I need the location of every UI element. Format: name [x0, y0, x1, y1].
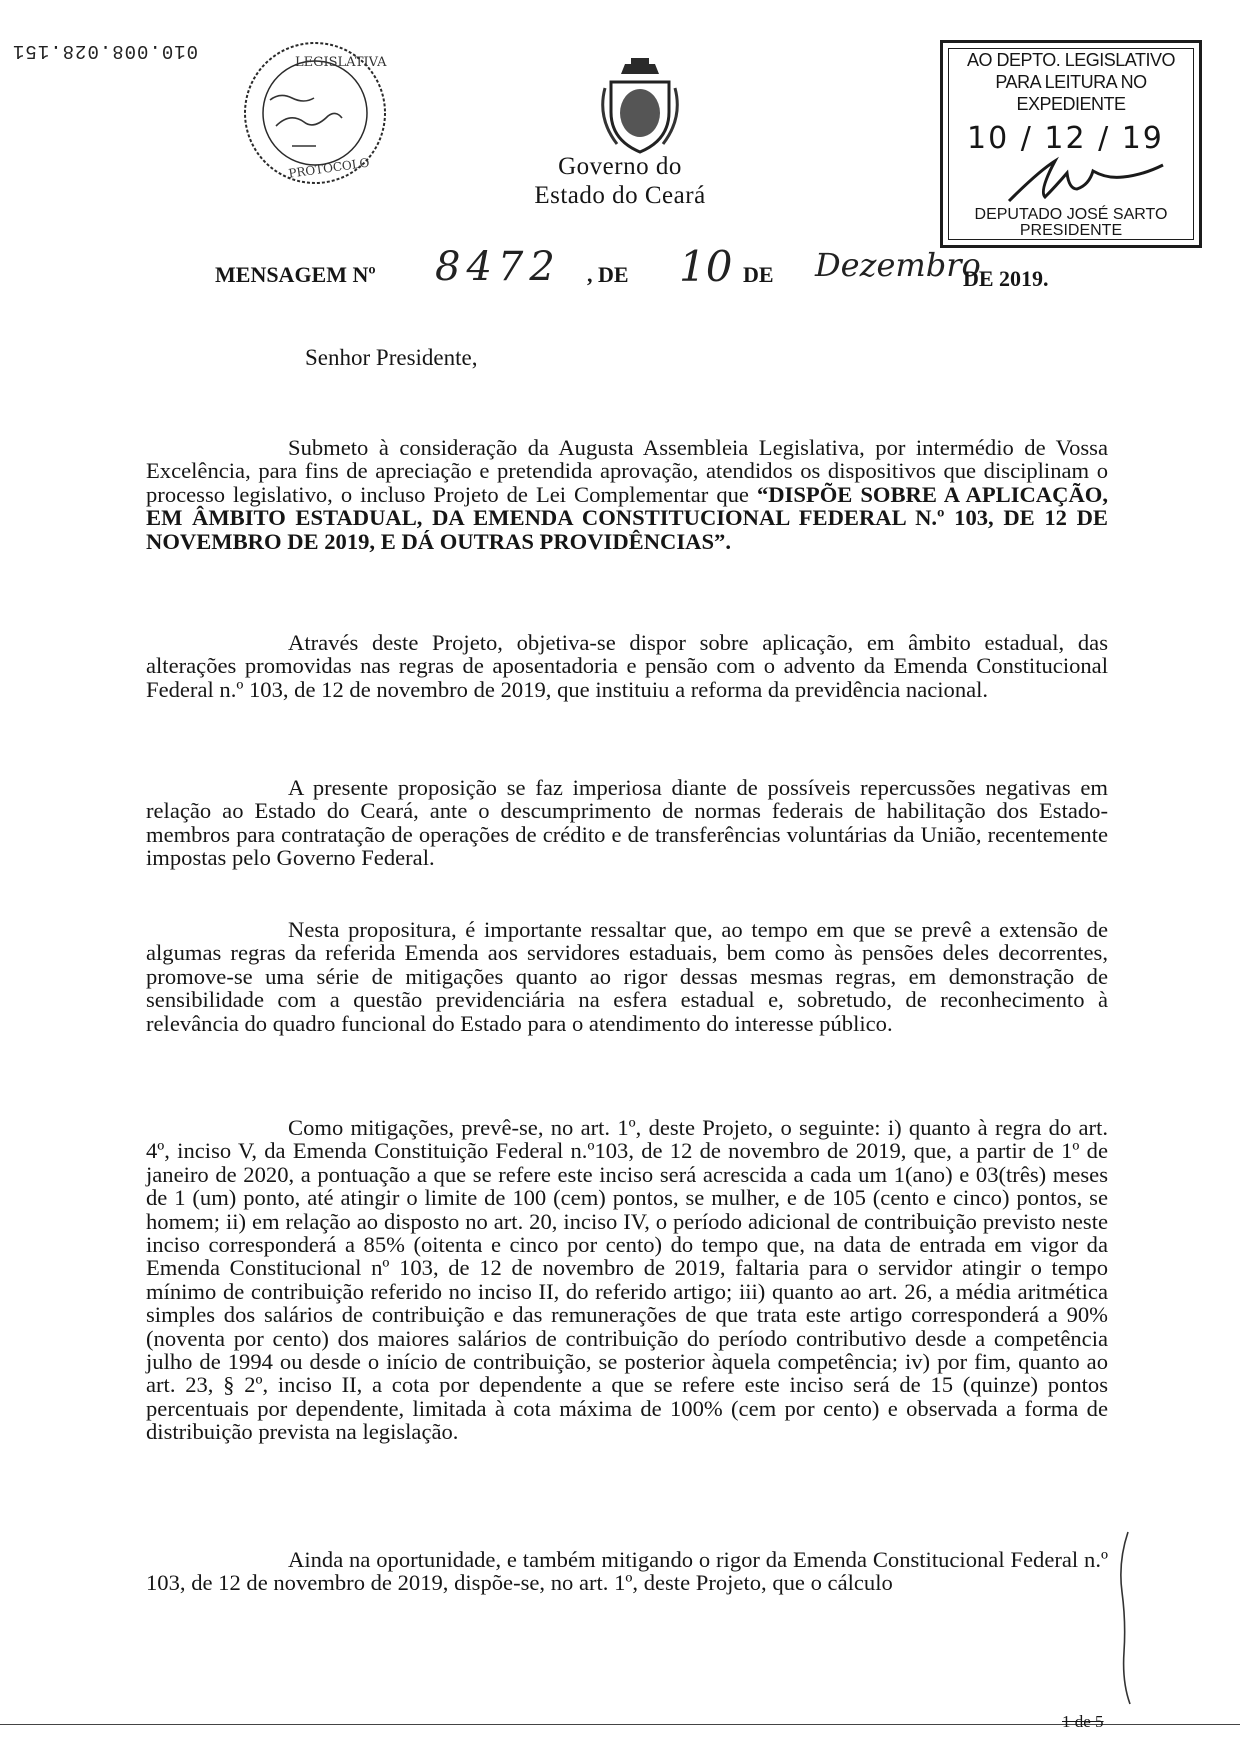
paragraph-4 — [146, 918, 1108, 1035]
legislative-stamp — [940, 40, 1202, 248]
message-number: 8472 — [435, 244, 561, 290]
paragraph-1-text: Submeto à consideração da Augusta Assembleia Legislativa, por intermédio de Vossa Excelência, para fins de apreciação e pretendida aprovação, atendidos os dispositivos que disciplinam o processo legislativo, o incluso Projeto de Lei Complementar que — [146, 435, 1108, 507]
protocol-seal — [240, 38, 390, 188]
paragraph-6-text: Ainda na oportunidade, e também mitigando o rigor da Emenda Constitucional Federal n.º 103, de 12 de novembro de 2019, dispõe-se, no art. 1º, deste Projeto, que o cálculo — [146, 1547, 1108, 1596]
paragraph-6 — [146, 1548, 1108, 1595]
svg-text:LEGISLATIVA: LEGISLATIVA — [295, 55, 387, 70]
svg-text:PROTOCOLO: PROTOCOLO — [287, 155, 371, 181]
stamp-signatory — [943, 207, 1199, 239]
protocol-code: 010.008.028.151 — [12, 40, 199, 62]
message-month: Dezembro — [815, 246, 981, 284]
paragraph-1-title: “DISPÕE SOBRE A APLICAÇÃO, EM ÂMBITO ESTADUAL, DA EMENDA CONSTITUCIONAL FEDERAL N.º 103, DE 12 DE NOVEMBRO DE 2019, E DÁ OUTRAS PROVIDÊNCIAS”. — [146, 481, 1108, 554]
paragraph-3-text: A presente proposição se faz imperiosa diante de possíveis repercussões negativas em relação ao Estado do Ceará, ante o descumprimento de normas federais de habilitação dos Estado-membros para contratação de operações de crédito e de transferências voluntárias da União, recentemente impostas pelo Governo Federal. — [146, 775, 1108, 871]
government-header — [500, 152, 740, 210]
header-line-2: Estado do Ceará — [534, 182, 706, 209]
paragraph-5 — [146, 1116, 1108, 1444]
stamp-line-1: AO DEPTO. LEGISLATIVO — [967, 50, 1175, 70]
message-de-2: DE — [743, 262, 774, 287]
header-line-1: Governo do — [558, 153, 682, 180]
stamp-heading — [943, 49, 1199, 115]
margin-mark-icon — [1110, 1530, 1140, 1710]
page-number: 1 de 5 — [1062, 1712, 1104, 1731]
coat-of-arms-icon — [595, 58, 685, 158]
message-day: 10 — [679, 242, 733, 291]
paragraph-2-text: Através deste Projeto, objetiva-se dispor sobre aplicação, em âmbito estadual, das alterações promovidas nas regras de aposentadoria e pensão com o advento da Emenda Constitucional Federal n.º 103, de 12 de novembro de 2019, que instituiu a reforma da previdência nacional. — [146, 630, 1108, 702]
message-de-1: , DE — [587, 262, 629, 287]
paragraph-1 — [146, 436, 1108, 553]
paragraph-2 — [146, 631, 1108, 701]
signature-icon — [1003, 151, 1183, 211]
paragraph-3 — [146, 776, 1108, 870]
stamp-line-4: PRESIDENTE — [1019, 222, 1123, 239]
stamp-line-2: PARA LEITURA NO EXPEDIENTE — [995, 72, 1147, 114]
salutation: Senhor Presidente, — [305, 345, 478, 370]
footer-rule — [0, 1724, 1240, 1725]
stamp-line-3: DEPUTADO JOSÉ SARTO — [974, 206, 1168, 223]
stamp-date: 10 / 12 / 19 — [967, 121, 1164, 156]
message-year: DE 2019. — [963, 266, 1049, 291]
message-label: MENSAGEM Nº — [215, 262, 376, 287]
paragraph-4-text: Nesta propositura, é importante ressaltar que, ao tempo em que se prevê a extensão de algumas regras da referida Emenda aos servidores estaduais, bem como às pensões deles decorrentes, promove-se uma série de mitigações quanto ao rigor dessas mesmas regras, em demonstração de sensibilidade com a questão previdenciária na esfera estadual e, sobretudo, de reconhecimento à relevância do quadro funcional do Estado para o atendimento do interesse público. — [146, 917, 1108, 1036]
paragraph-5-text: Como mitigações, prevê-se, no art. 1º, deste Projeto, o seguinte: i) quanto à regra do art. 4º, inciso V, da Emenda Constituição Federal n.º103, de 12 de novembro de 2019, que, a partir de 1º de janeiro de 2020, a pontuação a que se refere este inciso será acrescida a cada um 1(ano) e 03(três) meses de 1 (um) ponto, até atingir o limite de 100 (cem) pontos, se mulher, e de 105 (cento e cinco) pontos, se homem; ii) em relação ao disposto no art. 20, inciso IV, o período adicional de contribuição previsto neste inciso corresponderá a 85% (oitenta e cinco por cento) do tempo que, na data de entrada em vigor da Emenda Constitucional nº 103, de 12 de novembro de 2019, faltaria para o servidor atingir o tempo mínimo de contribuição referido no inciso II, do referido artigo; iii) quanto ao art. 26, a média aritmética simples dos salários de contribuição e das remunerações de que trata este artigo corresponderá a 90% (noventa por cento) dos maiores salários de contribuição do período contributivo desde a competência julho de 1994 ou desde o início de contribuição, se posterior àquela competência; iv) por fim, quanto ao art. 23, § 2º, inciso II, a cota por dependente a que se refere este inciso será de 15 (quinze) pontos percentuais por dependente, limitada à cota máxima de 100% (cem por cento) e observada a forma de distribuição prevista na legislação. — [146, 1115, 1108, 1445]
